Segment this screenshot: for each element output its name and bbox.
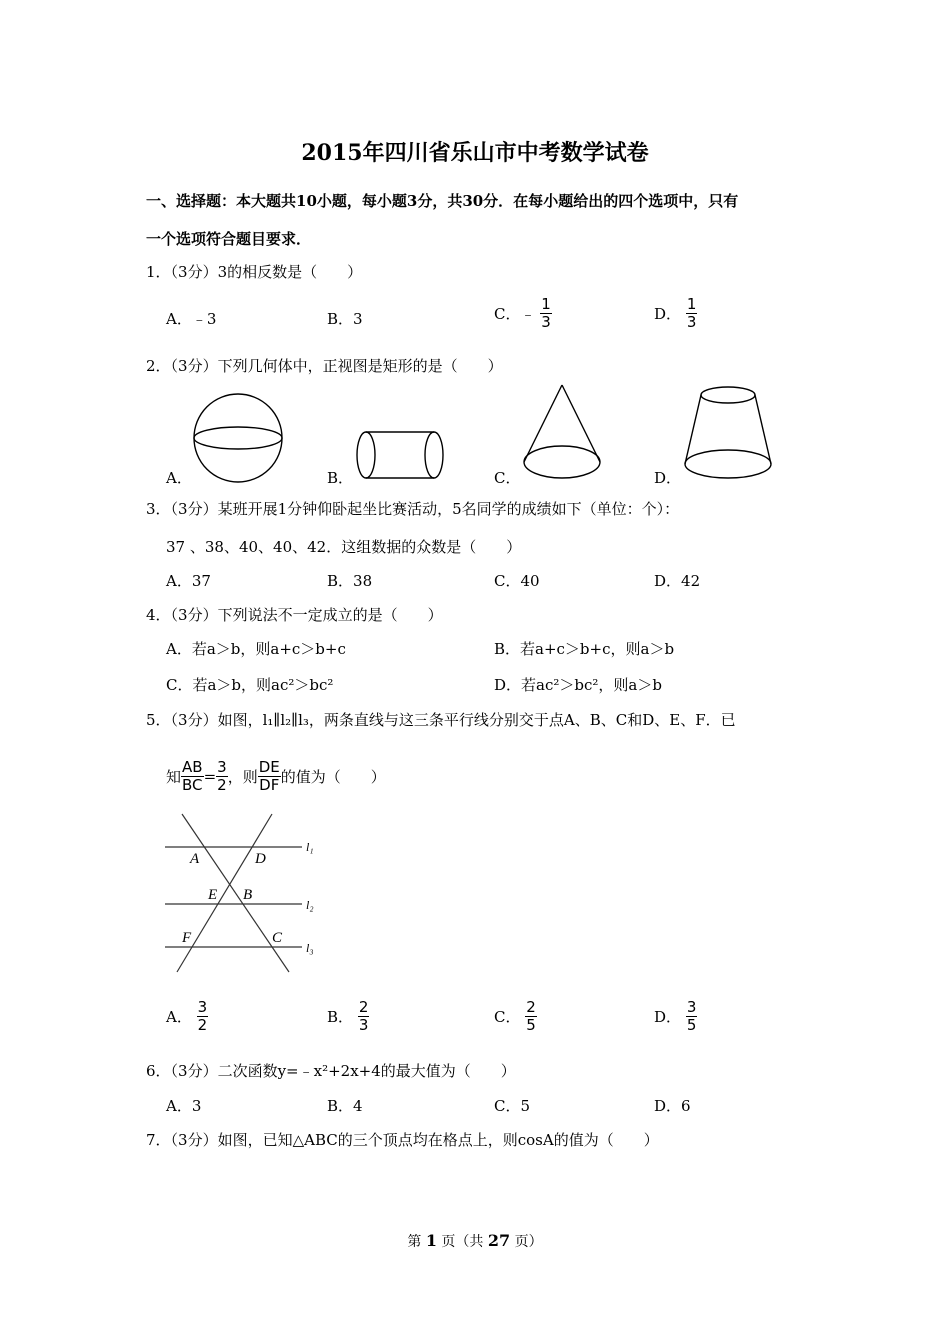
q5-option-d-fraction: $\frac{3}{5}$ [686, 998, 697, 1034]
page-footer: 第 1 页（共 27 页） [407, 1231, 543, 1250]
q2-option-d: D． [654, 469, 682, 487]
q5-option-b: B． $\frac{2}{3}$ [327, 998, 369, 1034]
figure-label-e: E [208, 887, 218, 903]
figure-label-c: C [272, 930, 283, 946]
q1-option-d-fraction: $\frac{1}{3}$ [686, 295, 697, 331]
q2-option-b: B． [327, 469, 354, 487]
cylinder-figure [354, 428, 446, 482]
q1-option-d: D． $\frac{1}{3}$ [654, 295, 697, 331]
q2-stem: 2．（3分）下列几何体中，正视图是矩形的是（ ） [146, 357, 503, 375]
sphere-figure [190, 392, 286, 484]
figure-label-l1: l₁ [306, 840, 314, 854]
section-heading-line2: 一个选项符合题目要求． [146, 230, 312, 248]
parallel-lines-figure [160, 810, 325, 978]
q3-stem: 3．（3分）某班开展1分钟仰卧起坐比赛活动，5名同学的成绩如下（单位：个）： [146, 500, 680, 518]
figure-label-l3: l₃ [306, 941, 314, 955]
q4-option-a: A．若a＞b，则a+c＞b+c [166, 640, 346, 658]
q6-stem: 6．（3分）二次函数y=﹣x²+2x+4的最大值为（ ） [146, 1062, 516, 1080]
q5-option-a-fraction: $\frac{3}{2}$ [197, 998, 208, 1034]
q2-option-a: A． [166, 469, 192, 487]
q1-option-c-fraction: $\frac{1}{3}$ [541, 295, 551, 331]
page-total: 27 [487, 1231, 511, 1250]
q5-stem: 5．（3分）如图，l₁∥l₂∥l₃，两条直线与这三条平行线分别交于点A、B、C和D、E、F．已 [146, 711, 736, 729]
q4-stem: 4．（3分）下列说法不一定成立的是（ ） [146, 606, 443, 624]
q3-option-b: B．38 [327, 572, 373, 590]
q5-option-b-fraction: $\frac{2}{3}$ [358, 998, 369, 1034]
q5-option-a: A． $\frac{3}{2}$ [166, 998, 208, 1034]
q1-option-c: C．﹣ $\frac{1}{3}$ [494, 295, 551, 331]
q2-option-c: C． [494, 469, 521, 487]
q3-option-d: D．42 [654, 572, 701, 590]
q1-stem: 1．（3分）3的相反数是（ ） [146, 263, 363, 281]
q5-fraction-de-df: $\frac{DE}{DF}$ [258, 758, 280, 794]
figure-label-a: A [190, 851, 200, 867]
q5-fraction-ab-bc: $\frac{AB}{BC}$ [182, 758, 203, 794]
figure-label-d: D [255, 851, 266, 867]
q3-stem-line2: 37 、38、40、40、42．这组数据的众数是（ ） [166, 538, 522, 556]
section-heading-line1: 一、选择题：本大题共10小题，每小题3分，共30分．在每小题给出的四个选项中，只有 [146, 192, 739, 210]
figure-label-b: B [243, 887, 253, 903]
figure-label-f: F [182, 930, 192, 946]
q6-option-d: D．6 [654, 1097, 691, 1115]
q1-option-b: B．3 [327, 310, 363, 328]
q4-option-b: B．若a+c＞b+c，则a＞b [494, 640, 675, 658]
q4-option-d: D．若ac²＞bc²，则a＞b [494, 676, 662, 694]
q3-option-c: C．40 [494, 572, 540, 590]
q6-option-a: A．3 [166, 1097, 202, 1115]
q4-option-c: C．若a＞b，则ac²＞bc² [166, 676, 334, 694]
q3-option-a: A．37 [166, 572, 211, 590]
q5-option-d: D． $\frac{3}{5}$ [654, 998, 697, 1034]
q5-given: 知 $\frac{AB}{BC}$ = $\frac{3}{2}$ ，则 $\frac{DE}{DF}$ 的值为（ ） [166, 758, 386, 794]
q6-option-b: B．4 [327, 1097, 363, 1115]
page-number: 1 [425, 1231, 437, 1250]
q1-option-a: A．﹣3 [166, 310, 217, 328]
q5-option-c-fraction: $\frac{2}{5}$ [526, 998, 536, 1034]
figure-label-l2: l₂ [306, 898, 314, 912]
q7-stem: 7．（3分）如图，已知△ABC的三个顶点均在格点上，则cosA的值为（ ） [146, 1131, 659, 1149]
q5-fraction-3-2: $\frac{3}{2}$ [217, 758, 227, 794]
exam-title: 2015年四川省乐山市中考数学试卷 [301, 140, 649, 166]
q5-option-c: C． $\frac{2}{5}$ [494, 998, 536, 1034]
q6-option-c: C．5 [494, 1097, 531, 1115]
frustum-figure [680, 384, 776, 484]
cone-figure [520, 382, 604, 484]
